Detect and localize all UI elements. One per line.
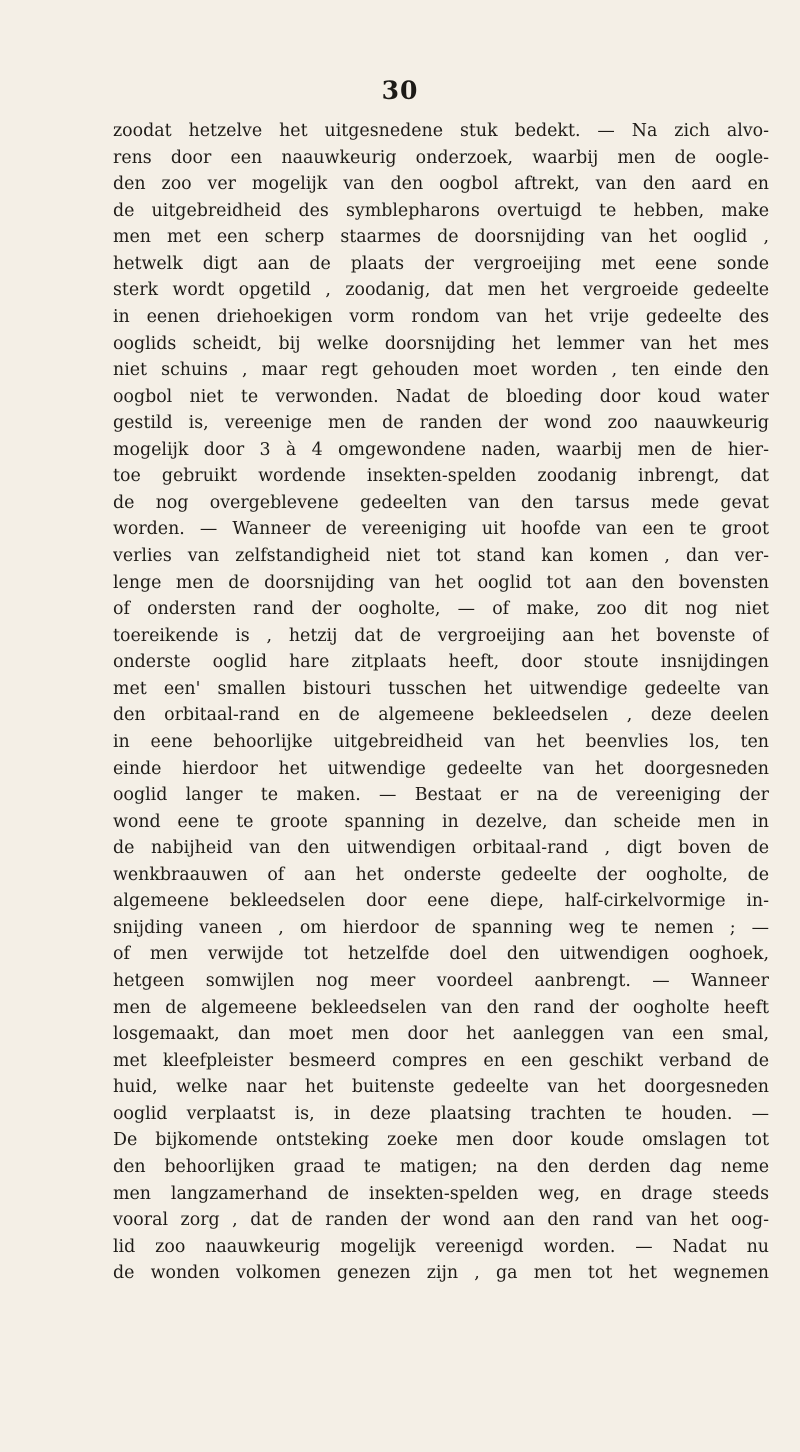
text-line: in eene behoorlijke uitgebreidheid van het beenvlies los, ten: [113, 731, 769, 752]
text-line: de nabijheid van den uitwendigen orbitaal-rand , digt boven de: [113, 838, 769, 859]
text-line: den orbitaal-rand en de algemeene bekleedselen , deze deelen: [113, 705, 769, 726]
text-line: met kleefpleister besmeerd compres en een geschikt verband de: [113, 1050, 769, 1071]
text-line: toe gebruikt wordende insekten-spelden zoodanig inbrengt, dat: [113, 466, 769, 487]
text-line: men langzamerhand de insekten-spelden weg, en drage steeds: [113, 1183, 769, 1204]
text-line: worden. — Wanneer de vereeniging uit hoofde van een te groot: [113, 519, 769, 540]
text-line: vooral zorg , dat de randen der wond aan den rand van het oog-: [113, 1210, 769, 1231]
body-text: [113, 118, 769, 1287]
text-line: den behoorlijken graad te matigen; na den derden dag neme: [113, 1156, 769, 1177]
text-line: De bijkomende ontsteking zoeke men door koude omslagen tot: [113, 1130, 769, 1151]
text-line: toereikende is , hetzij dat de vergroeijing aan het bovenste of: [113, 625, 769, 646]
text-line: lenge men de doorsnijding van het ooglid tot aan den bovensten: [113, 572, 769, 593]
page-number: 30: [381, 76, 419, 105]
text-line: ooglid verplaatst is, in deze plaatsing trachten te houden. —: [113, 1103, 769, 1124]
text-line: ooglids scheidt, bij welke doorsnijding het lemmer van het mes: [113, 333, 769, 354]
text-line: den zoo ver mogelijk van den oogbol aftrekt, van den aard en: [113, 174, 769, 195]
text-line: wenkbraauwen of aan het onderste gedeelte der oogholte, de: [113, 864, 769, 885]
text-line: hetwelk digt aan de plaats der vergroeijing met eene sonde: [113, 253, 769, 274]
text-line: of ondersten rand der oogholte, — of make, zoo dit nog niet: [113, 599, 769, 620]
text-line: de wonden volkomen genezen zijn , ga men tot het wegnemen: [113, 1263, 769, 1284]
text-line: snijding vaneen , om hierdoor de spanning weg te nemen ; —: [113, 917, 769, 938]
text-line: met een' smallen bistouri tusschen het uitwendige gedeelte van: [113, 678, 769, 699]
text-line: losgemaakt, dan moet men door het aanleggen van een smal,: [113, 1024, 769, 1045]
text-line: de uitgebreidheid des symblepharons overtuigd te hebben, make: [113, 200, 769, 221]
text-line: einde hierdoor het uitwendige gedeelte van het doorgesneden: [113, 758, 769, 779]
text-line: gestild is, vereenige men de randen der wond zoo naauwkeurig: [113, 413, 769, 434]
text-line: wond eene te groote spanning in dezelve, dan scheide men in: [113, 811, 769, 832]
text-line: zoodat hetzelve het uitgesnedene stuk bedekt. — Na zich alvo-: [113, 121, 769, 141]
text-line: in eenen driehoekigen vorm rondom van het vrije gedeelte des: [113, 306, 769, 327]
text-line: oogbol niet te verwonden. Nadat de bloeding door koud water: [113, 386, 769, 407]
text-line: mogelijk door 3 à 4 omgewondene naden, waarbij men de hier-: [113, 439, 769, 460]
text-line: onderste ooglid hare zitplaats heeft, door stoute insnijdingen: [113, 652, 769, 673]
text-line: niet schuins , maar regt gehouden moet worden , ten einde den: [113, 360, 769, 381]
text-line: huid, welke naar het buitenste gedeelte van het doorgesneden: [113, 1077, 769, 1098]
text-line: men met een scherp staarmes de doorsnijding van het ooglid ,: [113, 227, 769, 248]
text-line: sterk wordt opgetild , zoodanig, dat men het vergroeide gedeelte: [113, 280, 769, 301]
text-line: hetgeen somwijlen nog meer voordeel aanbrengt. — Wanneer: [113, 971, 769, 991]
text-line: algemeene bekleedselen door eene diepe, half-cirkelvormige in-: [113, 891, 769, 912]
text-line: de nog overgeblevene gedeelten van den tarsus mede gevat: [113, 492, 769, 513]
text-line: men de algemeene bekleedselen van den rand der oogholte heeft: [113, 997, 769, 1018]
text-line: of men verwijde tot hetzelfde doel den uitwendigen ooghoek,: [113, 944, 769, 965]
text-line: rens door een naauwkeurig onderzoek, waarbij men de oogle-: [113, 147, 769, 168]
text-line: ooglid langer te maken. — Bestaat er na de vereeniging der: [113, 785, 769, 806]
text-line: verlies van zelfstandigheid niet tot stand kan komen , dan ver-: [113, 546, 769, 566]
text-line: lid zoo naauwkeurig mogelijk vereenigd worden. — Nadat nu: [113, 1236, 769, 1257]
